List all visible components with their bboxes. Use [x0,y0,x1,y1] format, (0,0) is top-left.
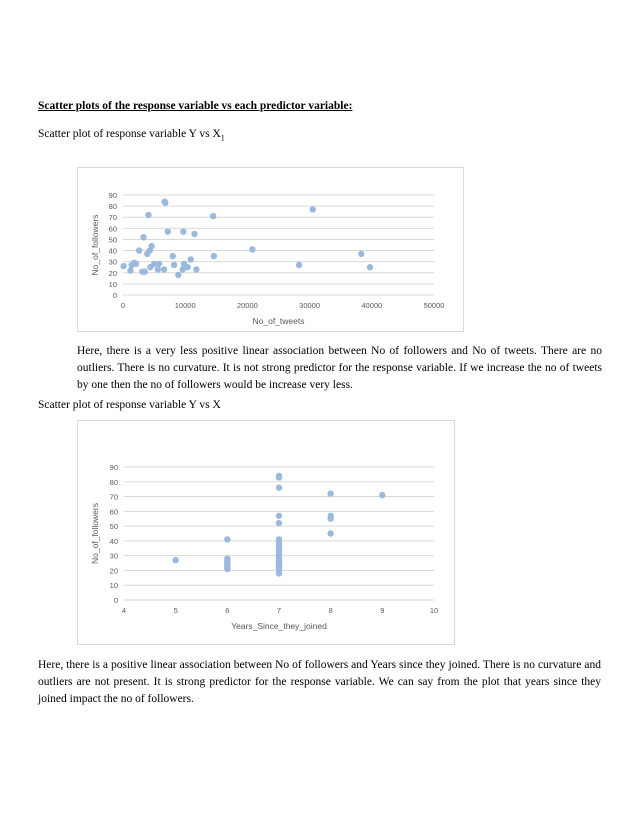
data-point [140,234,146,240]
y-tick-label: 90 [109,463,118,472]
x-axis-title: Years_Since_they_joined [231,621,327,631]
chart1-caption-subscript: 1 [220,133,225,143]
data-point [162,200,168,206]
data-point [161,266,167,272]
x-tick-label: 10 [429,606,439,615]
data-point [276,570,282,576]
chart1-container [77,167,464,332]
y-tick-label: 0 [113,596,118,605]
y-tick-label: 70 [108,213,117,223]
y-tick-label: 90 [108,191,117,200]
data-point [276,520,282,526]
data-point [358,251,364,257]
data-point [165,228,171,234]
y-tick-label: 70 [109,492,118,502]
section-heading: Scatter plots of the response variable vs each predictor variable: [38,100,353,112]
data-point [120,263,126,269]
chart1-description: Here, there is a very less positive linear association between No of followers and No of tweets. There are no outliers. There is no curvature. It is not strong predictor for the response variable. If we increase the no of tweets by one then the no of followers would be increase very less. [77,345,602,391]
data-point [249,246,255,252]
y-tick-label: 20 [109,566,118,576]
data-point [175,272,181,278]
y-tick-label: 10 [108,279,117,289]
chart2-container [77,420,455,645]
data-point [276,474,282,480]
x-tick-label: 9 [380,606,385,615]
data-point [148,243,154,249]
y-tick-label: 50 [108,235,117,245]
x-tick-label: 10000 [174,301,196,310]
data-point [379,492,385,498]
y-tick-label: 20 [108,268,117,278]
x-tick-label: 50000 [423,301,445,310]
x-tick-label: 7 [276,606,282,615]
data-point [296,262,302,268]
chart1-caption-text: Scatter plot of response variable Y vs X [38,128,221,140]
y-tick-label: 60 [108,224,117,234]
chart2-caption: Scatter plot of response variable Y vs X [38,399,221,411]
data-point [276,484,282,490]
chart1-caption [38,126,225,146]
y-tick-label: 40 [109,536,118,546]
chart2-svg [78,421,454,644]
y-tick-label: 10 [109,581,118,591]
data-point [224,536,230,542]
data-point [133,261,139,267]
y-tick-label: 40 [108,246,117,256]
x-tick-label: 40000 [361,301,383,310]
chart1-svg [78,168,463,331]
data-point [172,557,178,563]
data-point [171,262,177,268]
x-axis-title: No_of_tweets [252,316,305,326]
data-point [155,266,161,272]
y-tick-label: 30 [109,551,118,561]
data-point [211,253,217,259]
data-point [136,247,142,253]
data-point [188,256,194,262]
x-tick-label: 4 [121,606,127,615]
y-axis-title: No_of_followers [90,214,100,276]
y-tick-label: 30 [108,257,117,267]
data-point [170,253,176,259]
chart2-description: Here, there is a positive linear association between No of followers and Years since they joined. There is no curvature and outliers are not present. It is strong predictor for the response variable. We can say from the plot that years since they joined impact the no of followers. [38,659,601,705]
data-point [184,264,190,270]
data-point [367,264,373,270]
data-point [327,490,333,496]
y-axis-title: No_of_followers [90,503,100,564]
data-point [327,530,333,536]
data-point [156,261,162,267]
data-point [310,206,316,212]
data-point [210,213,216,219]
data-point [224,566,230,572]
data-point [127,267,133,273]
x-tick-label: 20000 [236,301,258,310]
x-tick-label: 8 [328,606,333,615]
y-tick-label: 50 [109,522,118,532]
x-tick-label: 5 [173,606,178,615]
data-point [180,228,186,234]
x-tick-label: 6 [225,606,230,615]
data-point [193,266,199,272]
y-tick-label: 80 [109,477,118,487]
data-point [142,268,148,274]
x-tick-label: 0 [120,301,126,310]
data-point [191,231,197,237]
x-tick-label: 30000 [299,301,321,310]
y-tick-label: 80 [108,202,117,212]
y-tick-label: 60 [109,507,118,517]
y-tick-label: 0 [112,291,117,300]
data-point [276,513,282,519]
data-point [145,212,151,218]
data-point [327,516,333,522]
